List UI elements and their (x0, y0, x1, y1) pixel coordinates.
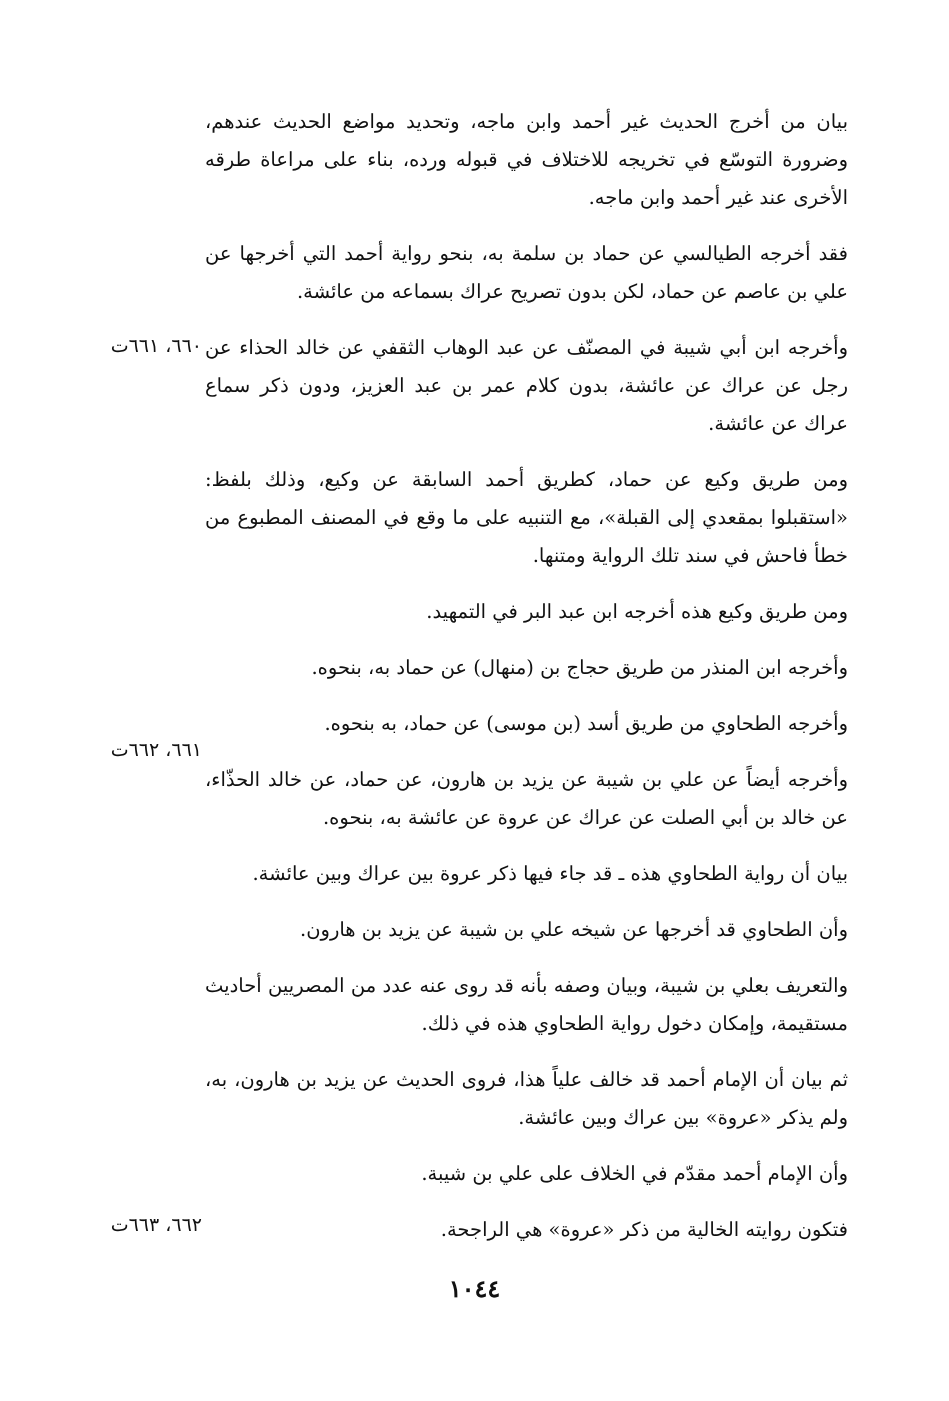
margin-reference-1: ٦٦٠، ٦٦١ت (110, 335, 202, 357)
paragraph-1: بيان من أخرج الحديث غير أحمد وابن ماجه، وتحديد مواضع الحديث عندهم، وضرورة التوسّع في تخريجه للاختلاف في قبوله ورده، بناء على مراعاة طرقه الأخرى عند غير أحمد وابن ماجه. (205, 110, 848, 209)
paragraph-10: وأن الطحاوي قد أخرجها عن شيخه علي بن شيبة عن يزيد بن هارون. (300, 918, 848, 941)
paragraph-13: وأن الإمام أحمد مقدّم في الخلاف على علي بن شيبة. (421, 1162, 848, 1185)
paragraph-14: فتكون روايته الخالية من ذكر «عروة» هي الراجحة. (440, 1218, 848, 1241)
margin-reference-2: ٦٦١، ٦٦٢ت (110, 739, 202, 761)
paragraph-11: والتعريف بعلي بن شيبة، وبيان وصفه بأنه قد روى عنه عدد من المصريين أحاديث مستقيمة، وإمكان دخول رواية الطحاوي هذه في ذلك. (205, 974, 848, 1035)
paragraph-4: ومن طريق وكيع عن حماد، كطريق أحمد السابقة عن وكيع، وذلك بلفظ: «استقبلوا بمقعدي إلى القبلة»، مع التنبيه على ما وقع في المصنف المطبوع من خطأ فاحش في سند تلك الرواية ومتنها. (205, 468, 848, 567)
paragraph-8: وأخرجه أيضاً عن علي بن شيبة عن يزيد بن هارون، عن حماد، عن خالد الحذّاء، عن خالد بن أبي الصلت عن عراك عن عروة عن عائشة به، بنحوه. (205, 768, 848, 829)
page-number: ١٠٤٤ (448, 1274, 501, 1303)
paragraph-3: وأخرجه ابن أبي شيبة في المصنّف عن عبد الوهاب الثقفي عن خالد الحذاء عن رجل عن عراك عن عائشة، بدون كلام عمر بن عبد العزيز، ودون ذكر سماع عراك عن عائشة. (205, 336, 848, 435)
margin-reference-3: ٦٦٢، ٦٦٣ت (110, 1214, 202, 1236)
paragraph-7: وأخرجه الطحاوي من طريق أسد (بن موسى) عن حماد، به بنحوه. (324, 712, 848, 735)
paragraph-9: بيان أن رواية الطحاوي هذه ـ قد جاء فيها ذكر عروة بين عراك وبين عائشة. (252, 862, 848, 885)
paragraph-12: ثم بيان أن الإمام أحمد قد خالف علياً هذا، فروى الحديث عن يزيد بن هارون، به، ولم يذكر «عروة» بين عراك وبين عائشة. (205, 1068, 848, 1129)
main-text-column (205, 103, 848, 1267)
paragraph-5: ومن طريق وكيع هذه أخرجه ابن عبد البر في التمهيد. (426, 600, 848, 623)
paragraph-2: فقد أخرجه الطيالسي عن حماد بن سلمة به، بنحو رواية أحمد التي أخرجها عن علي بن عاصم عن حماد، لكن بدون تصريح عراك بسماعه من عائشة. (205, 242, 848, 303)
paragraph-6: وأخرجه ابن المنذر من طريق حجاج بن (منهال) عن حماد به، بنحوه. (311, 656, 848, 679)
